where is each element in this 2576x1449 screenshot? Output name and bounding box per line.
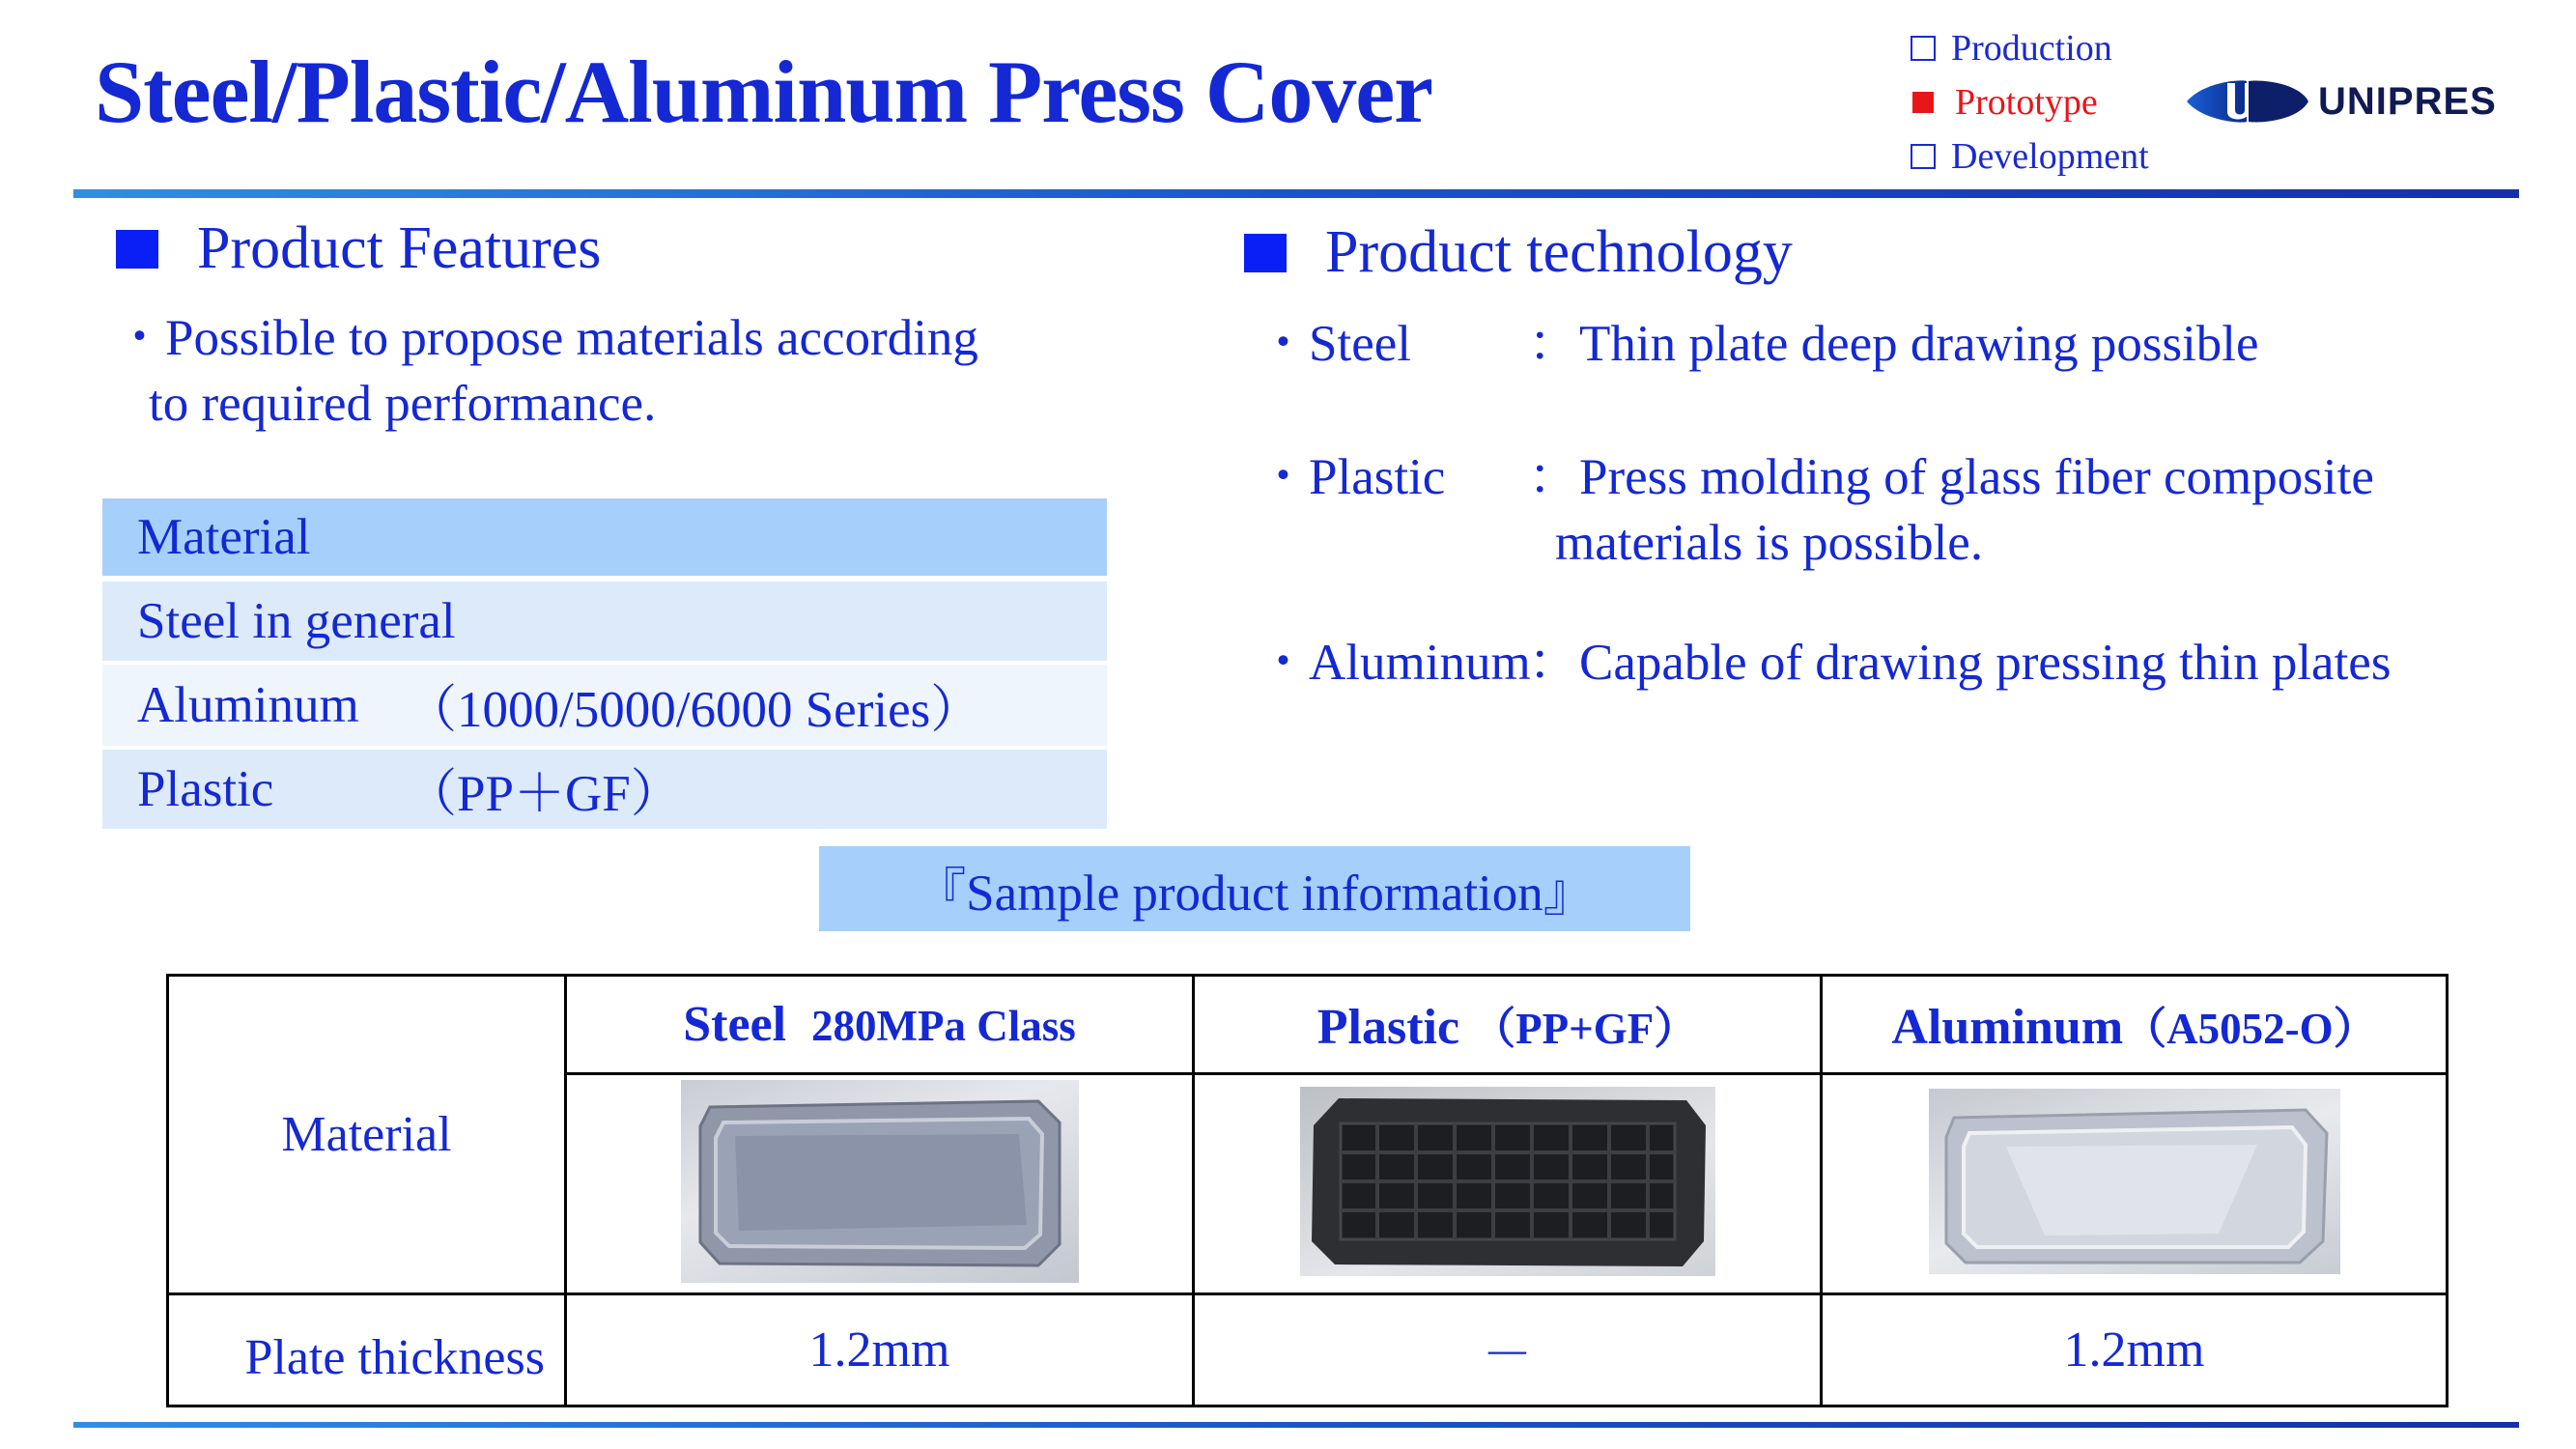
photo-cell (1822, 1074, 2448, 1294)
table-row (168, 1294, 2448, 1406)
features-bullet-line: to required performance. (149, 376, 657, 432)
features-bullet (114, 305, 978, 437)
technology-item-desc: ：Capable of drawing pressing thin plates (1528, 635, 2392, 691)
material-row (102, 582, 1107, 661)
technology-item (1258, 311, 2259, 377)
table-row (168, 976, 2448, 1074)
header-divider (73, 189, 2519, 198)
features-bullet-line: ・Possible to propose materials according (114, 310, 978, 366)
column-spec: （PP+GF） (1472, 1005, 1698, 1053)
material-table-header (102, 498, 1107, 576)
status-label: Development (1951, 136, 2149, 177)
status-production (1911, 21, 2149, 75)
material-header-label: Material (137, 509, 311, 565)
plastic-cover-photo (1300, 1087, 1715, 1276)
sample-banner: 『Sample product information』 (819, 846, 1690, 931)
technology-item-desc: ：Press molding of glass fiber composite (1528, 449, 2374, 505)
column-spec: （A5052-O） (2123, 1005, 2377, 1053)
technology-item (1258, 444, 2374, 576)
technology-heading (1244, 218, 1793, 287)
material-table (102, 498, 1107, 833)
photo-cell (1194, 1074, 1822, 1294)
column-header-steel (566, 976, 1194, 1074)
column-name: Steel (683, 997, 787, 1052)
material-detail: （1000/5000/6000 Series） (406, 682, 982, 738)
square-bullet-icon (1244, 234, 1287, 272)
aluminum-cover-photo (1929, 1089, 2340, 1274)
footer-divider (73, 1422, 2519, 1428)
technology-item-name: ・Steel (1258, 316, 1411, 372)
technology-item-name: ・Aluminum (1258, 635, 1531, 691)
column-name: Aluminum (1891, 1000, 2124, 1055)
page-title: Steel/Plastic/Aluminum Press Cover (95, 43, 1432, 141)
technology-heading-text: Product technology (1325, 219, 1793, 285)
status-legend (1911, 21, 2149, 184)
technology-item (1258, 630, 2391, 696)
thickness-cell: 1.2mm (1822, 1294, 2448, 1406)
material-name: Aluminum (137, 677, 359, 733)
plastic-cover-shape (1300, 1087, 1715, 1276)
material-detail: （PP＋GF） (406, 766, 682, 822)
unchecked-box-icon (1911, 36, 1936, 61)
unipres-emblem-icon (2185, 77, 2310, 126)
steel-cover-shape (681, 1080, 1079, 1283)
column-spec: 280MPa Class (811, 1002, 1076, 1050)
thickness-cell: 1.2mm (566, 1294, 1194, 1406)
material-name: Steel in general (137, 593, 456, 649)
column-header-aluminum (1822, 976, 2448, 1074)
thickness-cell: － (1194, 1294, 1822, 1406)
status-prototype (1911, 75, 2149, 129)
row-label-material: Material (168, 976, 566, 1294)
column-header-plastic (1194, 976, 1822, 1074)
status-development (1911, 129, 2149, 184)
steel-cover-photo (681, 1080, 1079, 1283)
features-heading (116, 214, 601, 283)
material-row (102, 665, 1107, 746)
technology-item-name: ・Plastic (1258, 449, 1446, 505)
sample-table (166, 974, 2449, 1407)
company-logo (2185, 77, 2497, 126)
square-bullet-icon (116, 230, 158, 269)
aluminum-cover-shape (1929, 1089, 2340, 1274)
row-label-thickness: Plate thickness (168, 1294, 566, 1406)
status-label: Production (1951, 28, 2112, 69)
checked-box-icon (1912, 92, 1934, 113)
material-name: Plastic (137, 761, 274, 817)
material-row (102, 750, 1107, 829)
features-heading-text: Product Features (197, 215, 602, 281)
technology-item-desc: ：Thin plate deep drawing possible (1528, 316, 2259, 372)
unchecked-box-icon (1911, 144, 1936, 169)
column-name: Plastic (1316, 1000, 1460, 1055)
logo-wordmark: UNIPRES (2318, 79, 2497, 123)
status-label: Prototype (1955, 82, 2098, 123)
technology-item-desc: materials is possible. (1555, 515, 1984, 571)
photo-cell (566, 1074, 1194, 1294)
